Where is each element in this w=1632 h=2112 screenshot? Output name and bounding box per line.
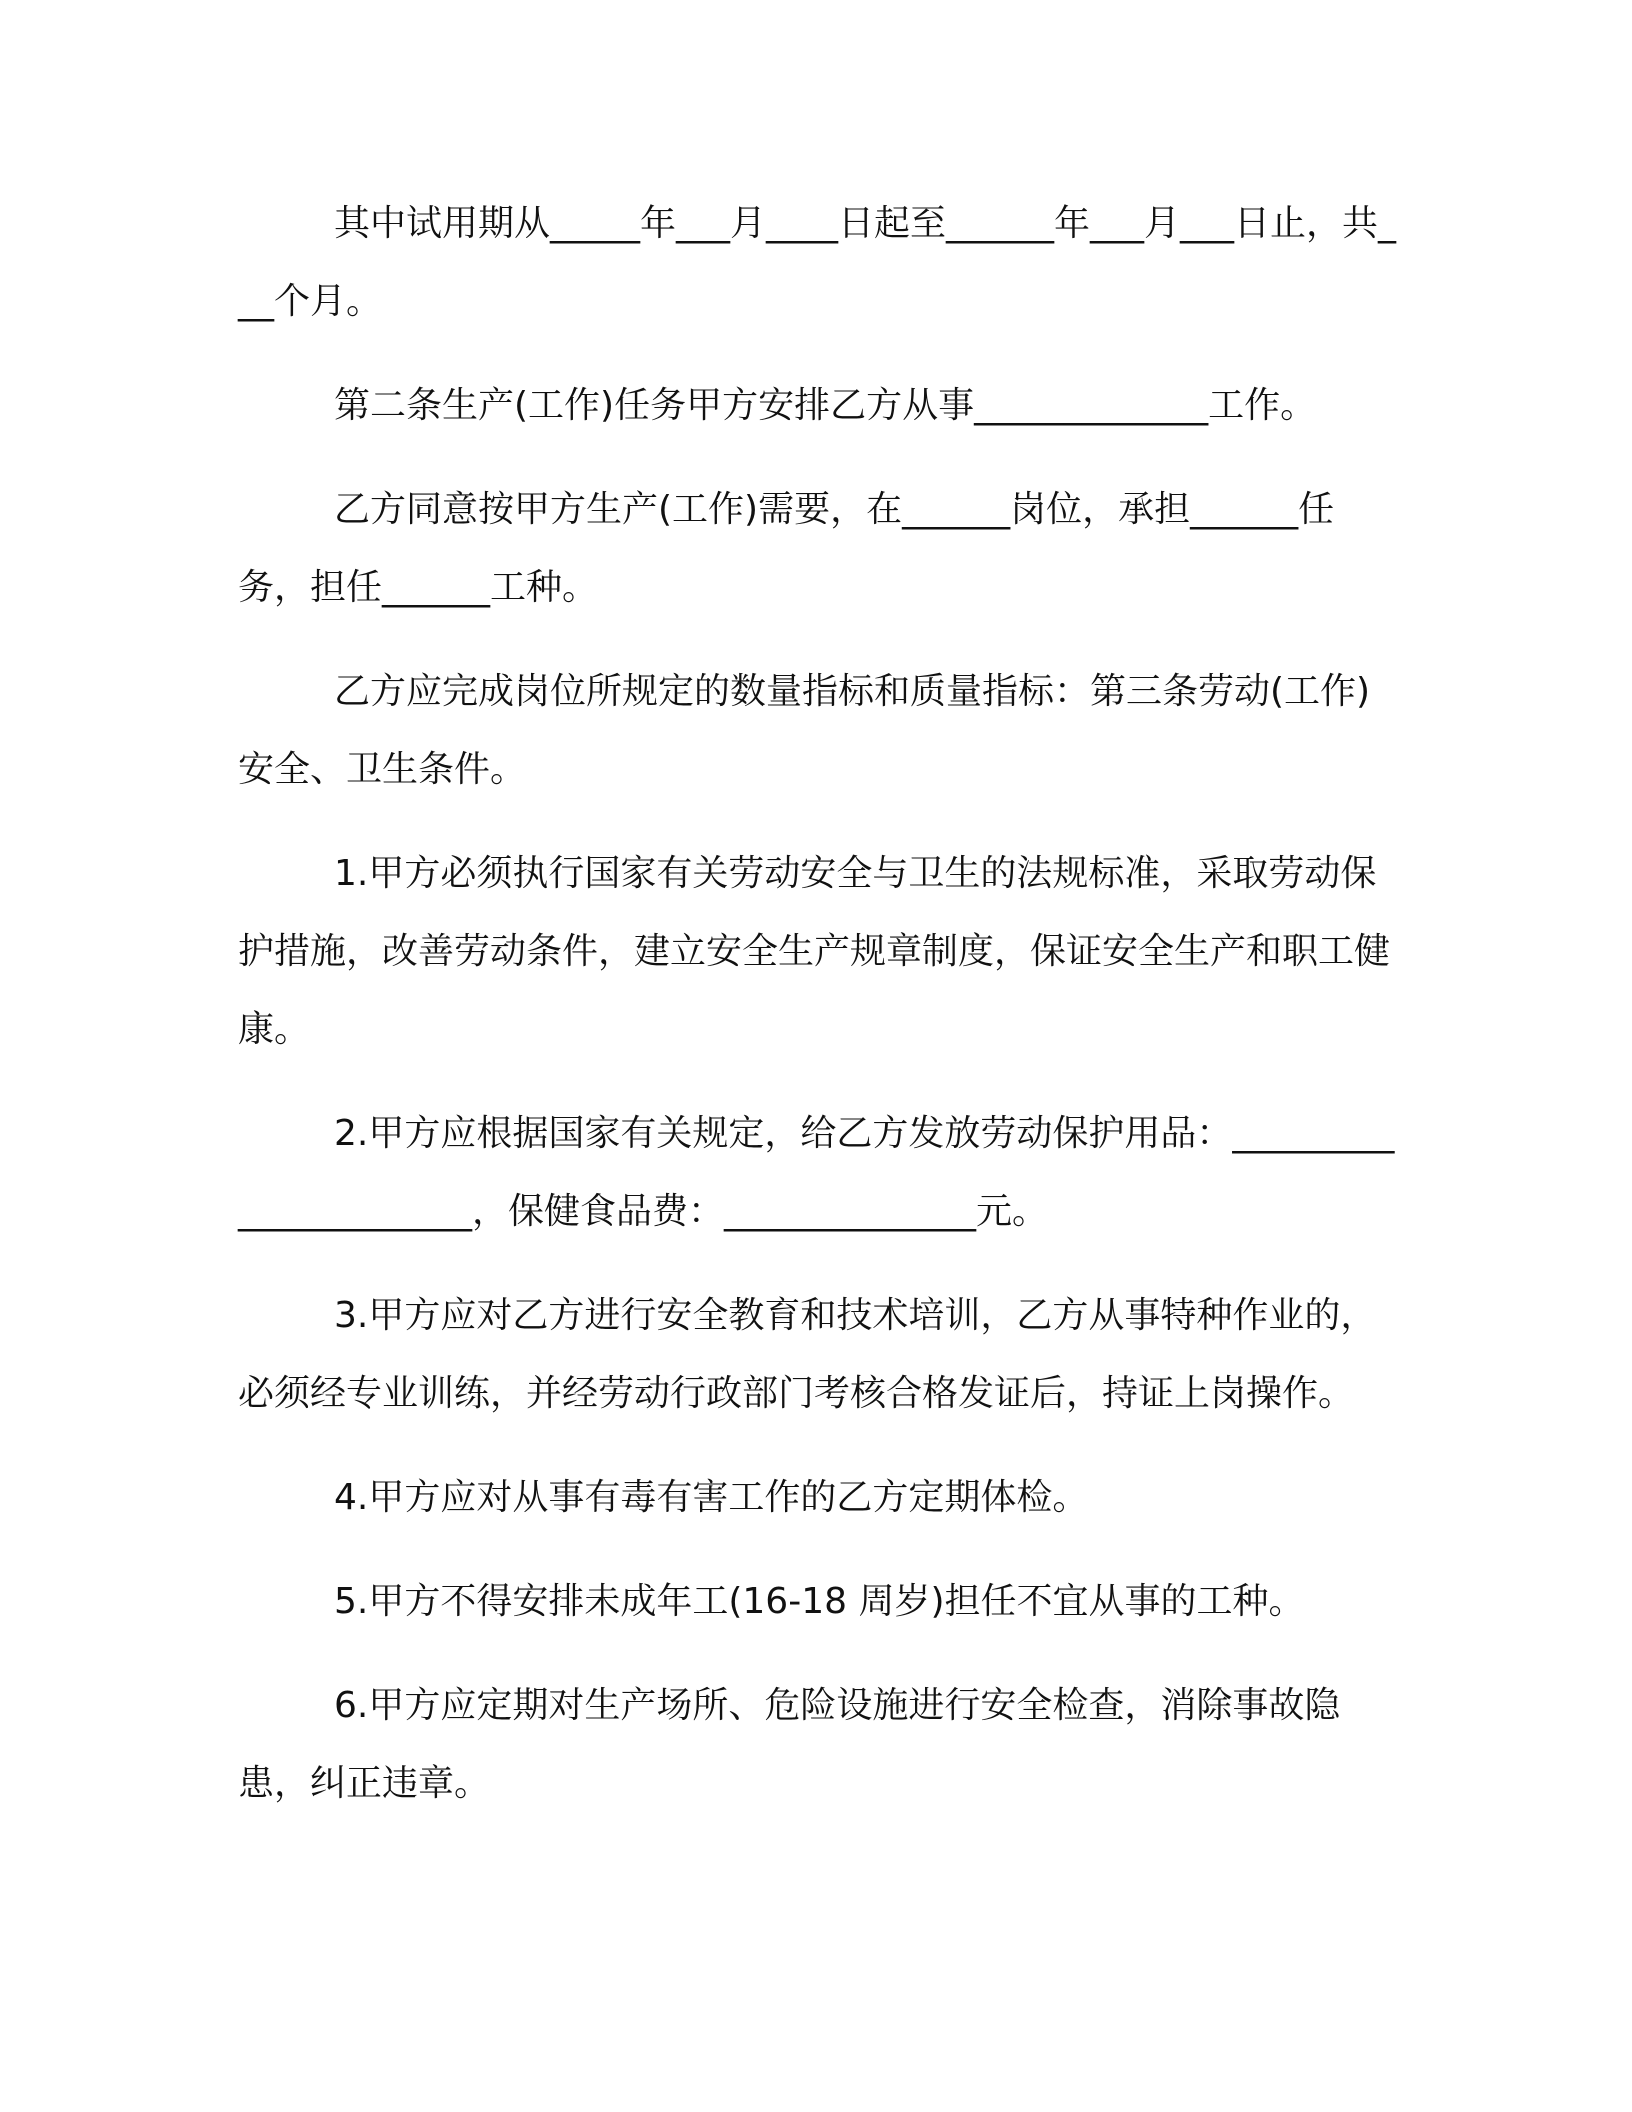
paragraph-item-2: 2.甲方应根据国家有关规定，给乙方发放劳动保护用品：______________________，保健食品费：______________元。 bbox=[238, 1113, 1395, 1232]
paragraph-article-2-task: 第二条生产(工作)任务甲方安排乙方从事_____________工作。 bbox=[334, 385, 1317, 426]
paragraph-item-3: 3.甲方应对乙方进行安全教育和技术培训，乙方从事特种作业的，必须经专业训练，并经劳动行政部门考核合格发证后，持证上岗操作。 bbox=[238, 1295, 1377, 1414]
paragraph-probation-period: 其中试用期从_____年___月____日起至______年___月___日止，共___个月。 bbox=[238, 203, 1397, 322]
paragraph-item-6: 6.甲方应定期对生产场所、危险设施进行安全检查，消除事故隐患，纠正违章。 bbox=[238, 1685, 1341, 1804]
paragraph-position-assignment: 乙方同意按甲方生产(工作)需要，在______岗位，承担______任务，担任______工种。 bbox=[238, 489, 1335, 608]
document-body bbox=[238, 185, 1398, 1849]
paragraph-item-5: 5.甲方不得安排未成年工(16-18 周岁)担任不宜从事的工种。 bbox=[334, 1581, 1305, 1622]
paragraph-item-1: 1.甲方必须执行国家有关劳动安全与卫生的法规标准，采取劳动保护措施，改善劳动条件，建立安全生产规章制度，保证安全生产和职工健康。 bbox=[238, 853, 1391, 1050]
paragraph-item-4: 4.甲方应对从事有毒有害工作的乙方定期体检。 bbox=[334, 1477, 1089, 1518]
paragraph-article-3-safety: 乙方应完成岗位所规定的数量指标和质量指标：第三条劳动(工作)安全、卫生条件。 bbox=[238, 671, 1371, 790]
